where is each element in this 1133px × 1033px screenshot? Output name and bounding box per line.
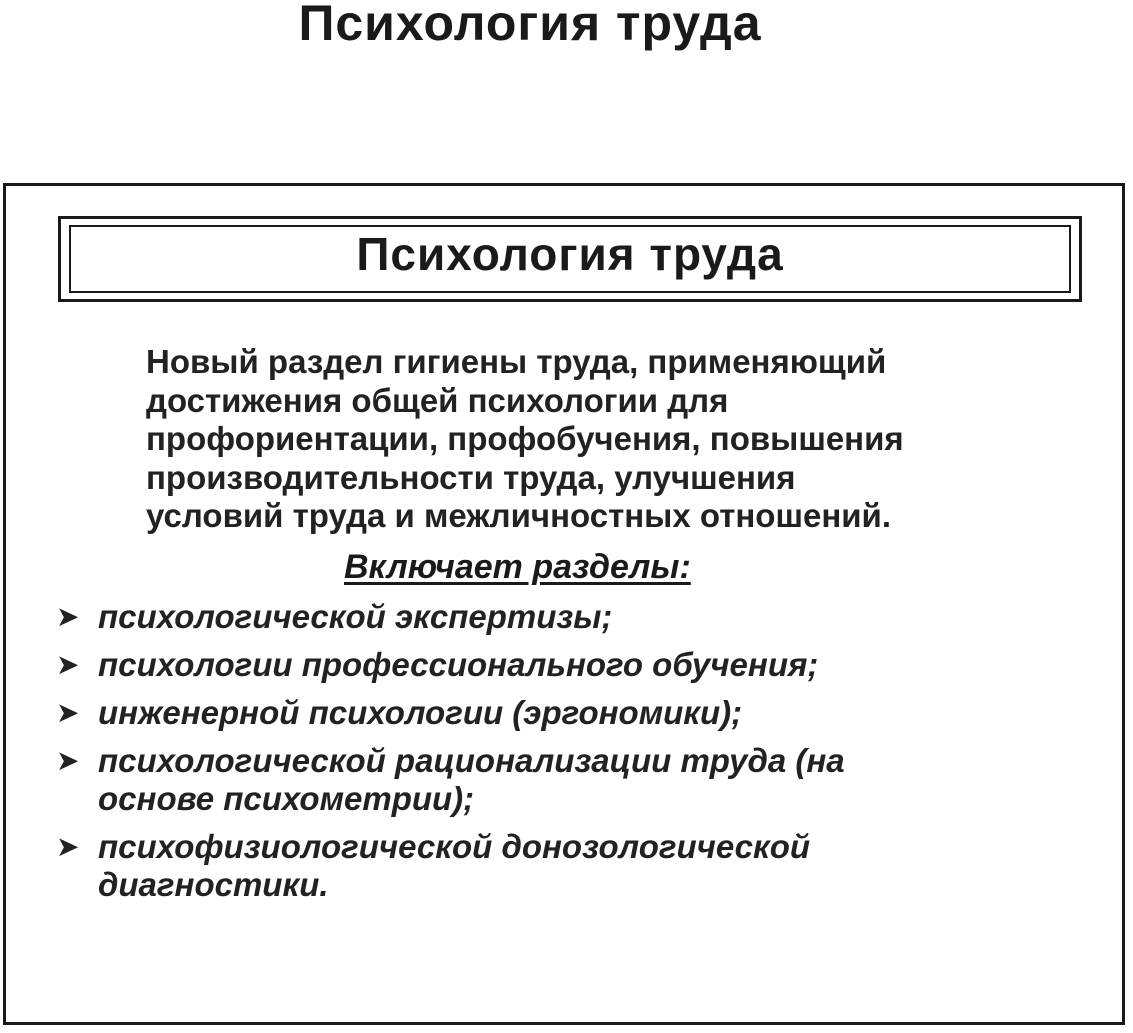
list-item-text: психологии профессионального обучения; (98, 646, 819, 683)
arrow-bullet-icon: ➤ (56, 831, 80, 862)
definition-line: условий труда и межличностных отношений. (146, 497, 891, 534)
list-item (54, 694, 1114, 732)
slide-frame (3, 183, 1125, 1025)
definition-line: Новый раздел гигиены труда, применяющий (146, 343, 887, 380)
slide-heading-box (58, 216, 1082, 302)
list-item-text: инженерной психологии (эргономики); (98, 694, 743, 731)
arrow-bullet-icon: ➤ (56, 697, 80, 728)
sections-list (54, 598, 1114, 914)
arrow-bullet-icon: ➤ (56, 601, 80, 632)
definition-line: производительности труда, улучшения (146, 458, 796, 496)
list-item (54, 646, 1114, 684)
slide-heading: Психология труда (356, 228, 784, 280)
list-item (54, 598, 1114, 636)
list-item-text: психологической экспертизы; (98, 598, 613, 635)
list-item (54, 742, 1114, 818)
arrow-bullet-icon: ➤ (56, 745, 80, 776)
list-item-text: диагностики. (98, 866, 329, 903)
definition-line: профориентации, профобучения, повышения (146, 420, 904, 457)
definition-text (146, 343, 1106, 536)
list-item-text: психологической рационализации труда (на (98, 742, 845, 779)
page-title: Психология труда (298, 0, 762, 51)
arrow-bullet-icon: ➤ (56, 649, 80, 680)
sections-title: Включает разделы: (344, 548, 691, 586)
list-item-text: основе психометрии); (98, 780, 475, 817)
list-item (54, 828, 1114, 904)
list-item-text: психофизиологической донозологической (98, 828, 811, 865)
definition-line: достижения общей психологии для (146, 381, 729, 419)
